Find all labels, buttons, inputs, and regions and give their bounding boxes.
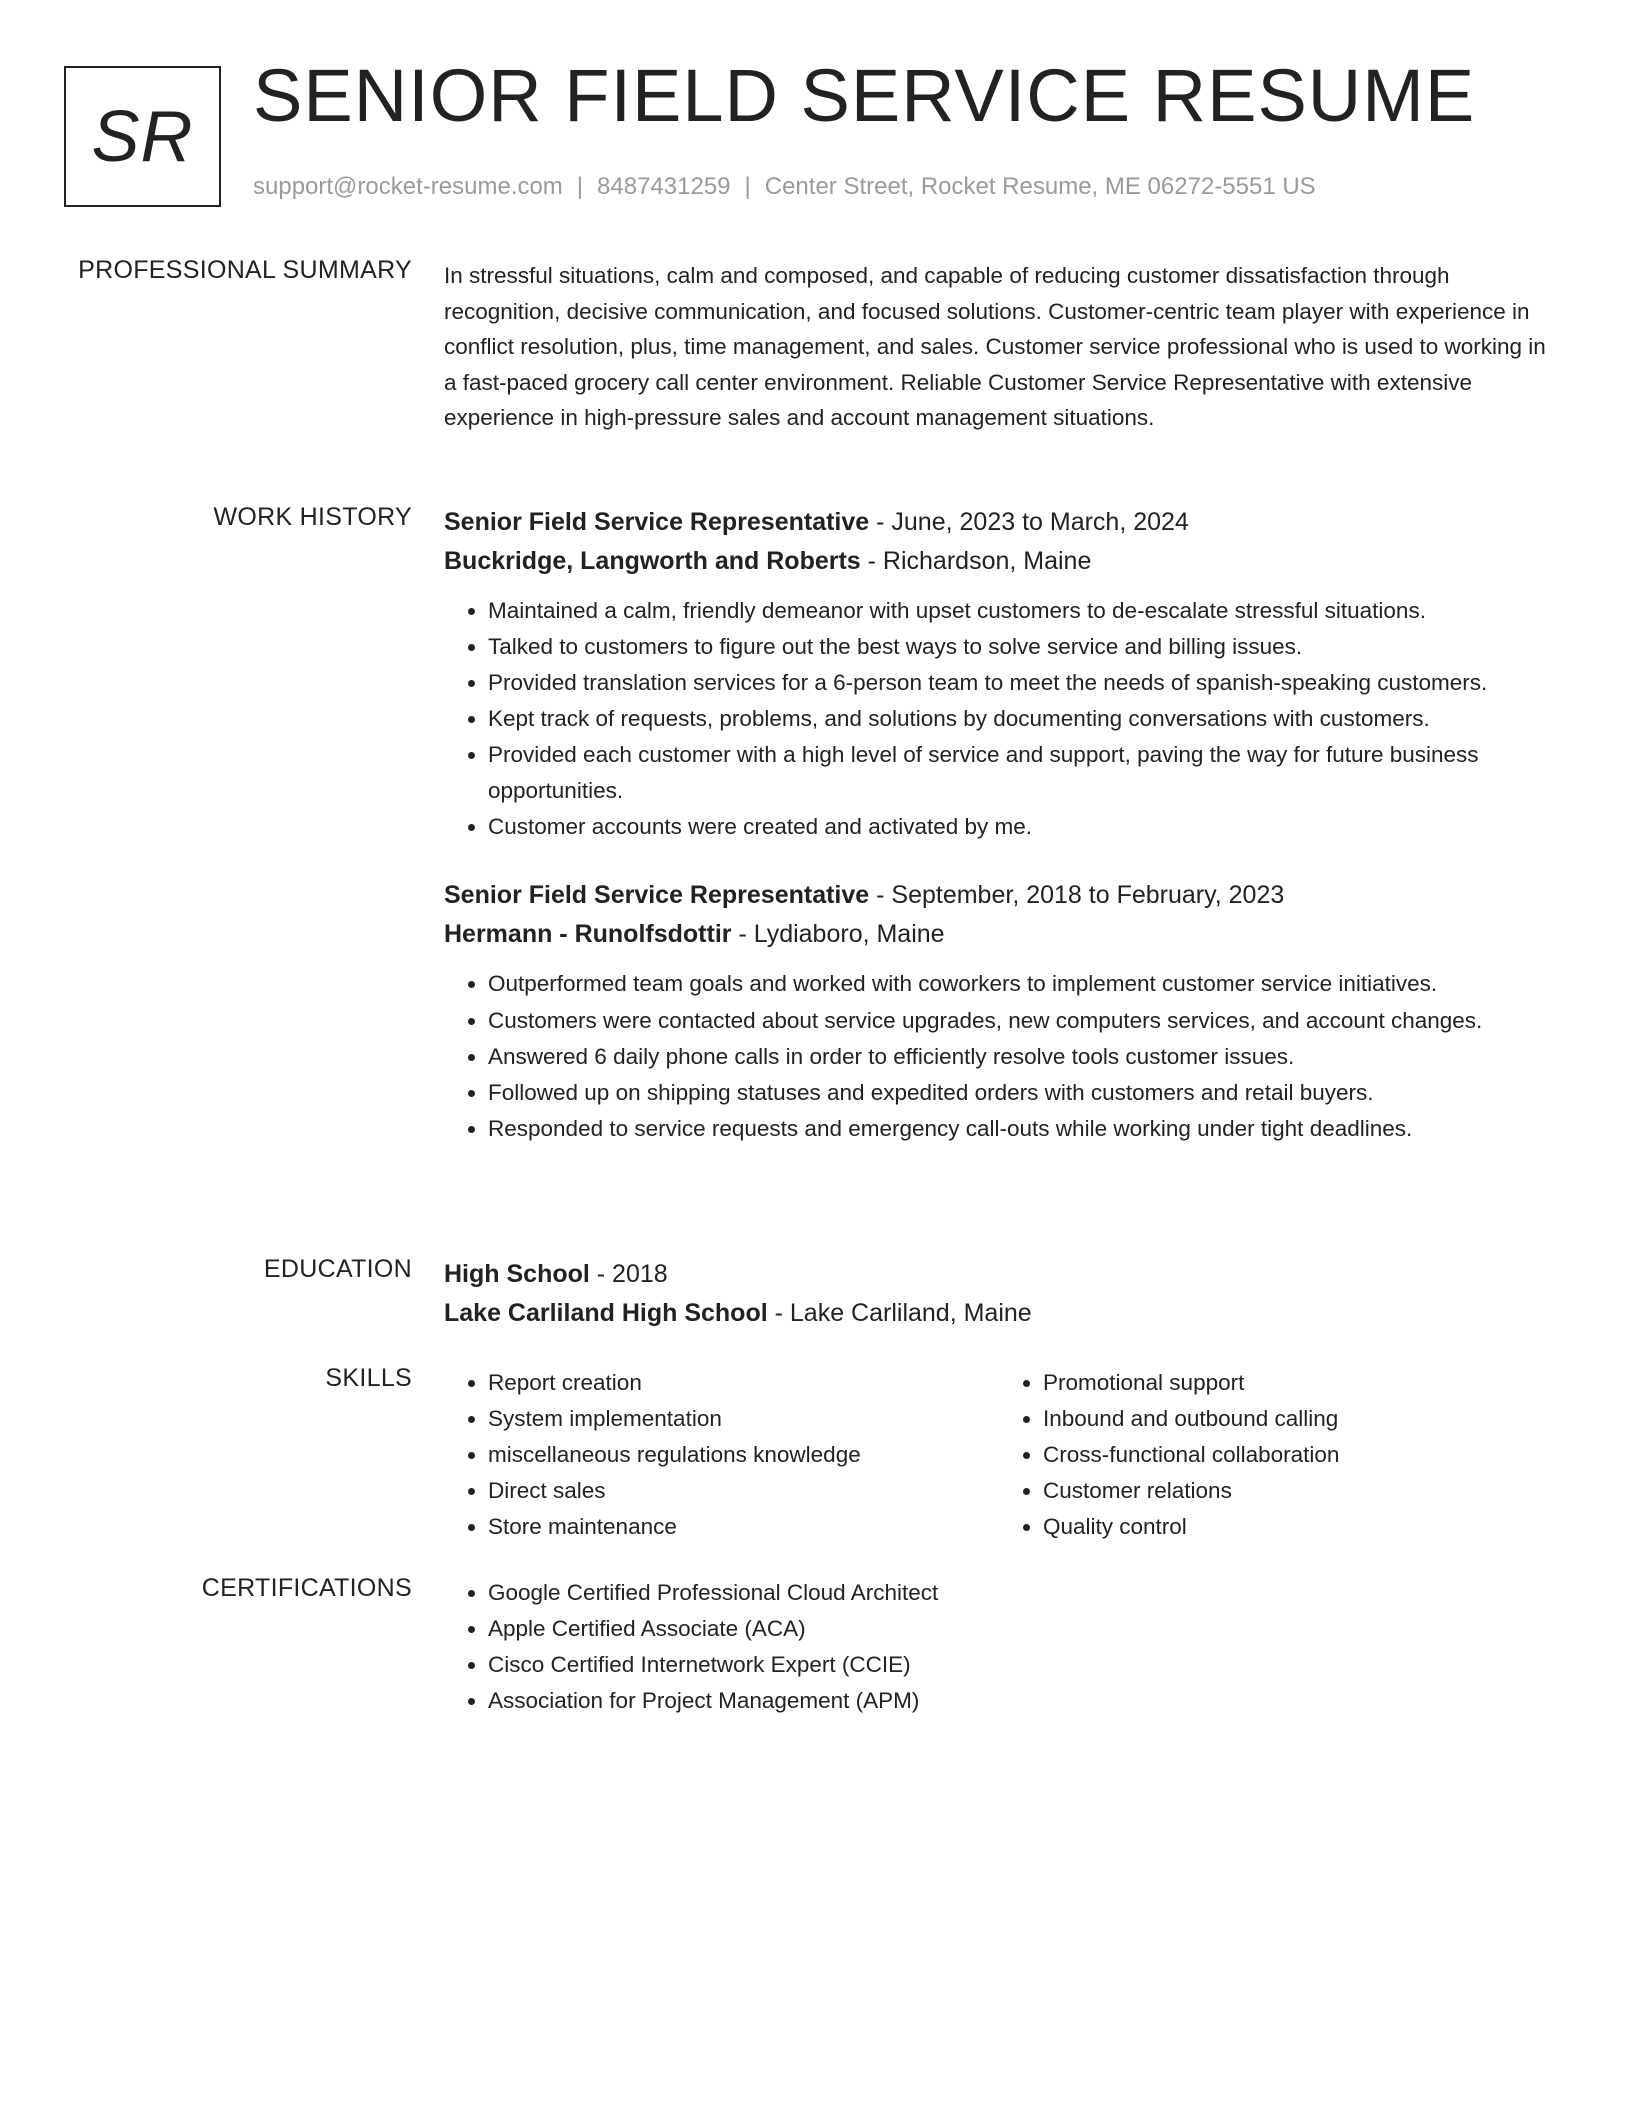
skill-item: • Direct sales [488,1473,999,1509]
contact-address: Center Street, Rocket Resume, ME 06272-5551 US [764,173,1316,200]
employer-location: - Lydiaboro, Maine [731,920,945,949]
skills-label: SKILLS [325,1364,412,1392]
work-history-label: WORK HISTORY [213,503,412,531]
employer-name: Buckridge, Langworth and Roberts [444,547,861,575]
job-duty: • Customers were contacted about service upgrades, new computers services, and account changes. [488,1003,1554,1039]
certification-item: • Apple Certified Associate (ACA) [488,1611,1554,1647]
skill-item: • miscellaneous regulations knowledge [488,1437,999,1473]
employer-name: Hermann - Runolfsdottir [444,920,732,949]
summary-body [444,258,1554,436]
school-line [444,1294,1554,1333]
employer-line [444,542,1554,581]
skill-item: • System implementation [488,1401,999,1437]
job-duty: • Answered 6 daily phone calls in order to efficiently resolve tools customer issues. [488,1039,1554,1075]
certification-item: • Association for Project Management (APM) [488,1683,1554,1719]
job-dates: - September, 2018 to February, 2023 [869,881,1285,910]
job-duties-list [444,966,1554,1146]
contact-line [253,173,1316,201]
certifications-label: CERTIFICATIONS [201,1574,412,1602]
skill-item: • Store maintenance [488,1509,999,1545]
job-duty: • Maintained a calm, friendly demeanor with upset customers to de-escalate stressful situations. [488,593,1554,629]
skills-grid [444,1365,1554,1545]
skill-item: • Quality control [1043,1509,1554,1545]
job-title-line [444,503,1554,542]
job-entry [444,503,1554,844]
job-duty: • Provided translation services for a 6-person team to meet the needs of spanish-speaking customers. [488,665,1554,701]
job-duties-list [444,593,1554,844]
resume-title: SENIOR FIELD SERVICE RESUME [253,54,1476,137]
job-duty: • Kept track of requests, problems, and solutions by documenting conversations with customers. [488,701,1554,737]
job-dates: - June, 2023 to March, 2024 [869,508,1189,536]
certification-item: • Google Certified Professional Cloud Architect [488,1575,1554,1611]
skill-item: • Report creation [488,1365,999,1401]
job-title-line [444,876,1554,915]
monogram-initials: SR [91,96,194,177]
employer-line [444,915,1554,954]
summary-label: PROFESSIONAL SUMMARY [78,256,412,284]
job-title: Senior Field Service Representative [444,881,870,910]
education-body [444,1255,1554,1333]
contact-phone: 8487431259 [597,173,731,200]
certification-item: • Cisco Certified Internetwork Expert (CCIE) [488,1647,1554,1683]
contact-separator: | [744,173,751,200]
degree-name: High School [444,1260,590,1288]
contact-separator: | [576,173,584,200]
skill-item: • Inbound and outbound calling [1043,1401,1554,1437]
skill-item: • Promotional support [1043,1365,1554,1401]
job-duty: • Followed up on shipping statuses and expedited orders with customers and retail buyers. [488,1075,1554,1111]
job-duty: • Customer accounts were created and activated by me. [488,809,1554,845]
monogram-box [64,66,221,207]
certifications-list [444,1575,1554,1719]
job-duty: • Talked to customers to figure out the best ways to solve service and billing issues. [488,629,1554,665]
job-title: Senior Field Service Representative [444,508,870,536]
education-label: EDUCATION [263,1255,412,1283]
school-location: - Lake Carliland, Maine [767,1299,1032,1327]
job-entry [444,876,1554,1146]
contact-email: support@rocket-resume.com [253,173,563,200]
certifications-body [444,1575,1554,1719]
job-duty: • Outperformed team goals and worked with coworkers to implement customer service initiatives. [488,966,1554,1002]
skills-list-left [444,1365,999,1545]
work-history-body [444,503,1554,1147]
summary-text: In stressful situations, calm and composed, and capable of reducing customer dissatisfaction through recognition, decisive communication, and focused solutions. Customer-centric team player with experience in conflict resolution, plus, time management, and sales. Customer service professional who is used to working in a fast-paced grocery call center environment. Reliable Customer Service Representative with extensive experience in high-pressure sales and account management situations. [444,263,1546,430]
skill-item: • Customer relations [1043,1473,1554,1509]
job-duty: • Provided each customer with a high level of service and support, paving the way for future business opportunities. [488,737,1554,808]
degree-year: - 2018 [589,1260,668,1288]
school-name: Lake Carliland High School [444,1299,768,1327]
skills-list-right [999,1365,1554,1545]
degree-line [444,1255,1554,1294]
skill-item: • Cross-functional collaboration [1043,1437,1554,1473]
skills-body [444,1365,1554,1545]
job-duty: • Responded to service requests and emergency call-outs while working under tight deadlines. [488,1111,1554,1147]
employer-location: - Richardson, Maine [860,547,1092,575]
